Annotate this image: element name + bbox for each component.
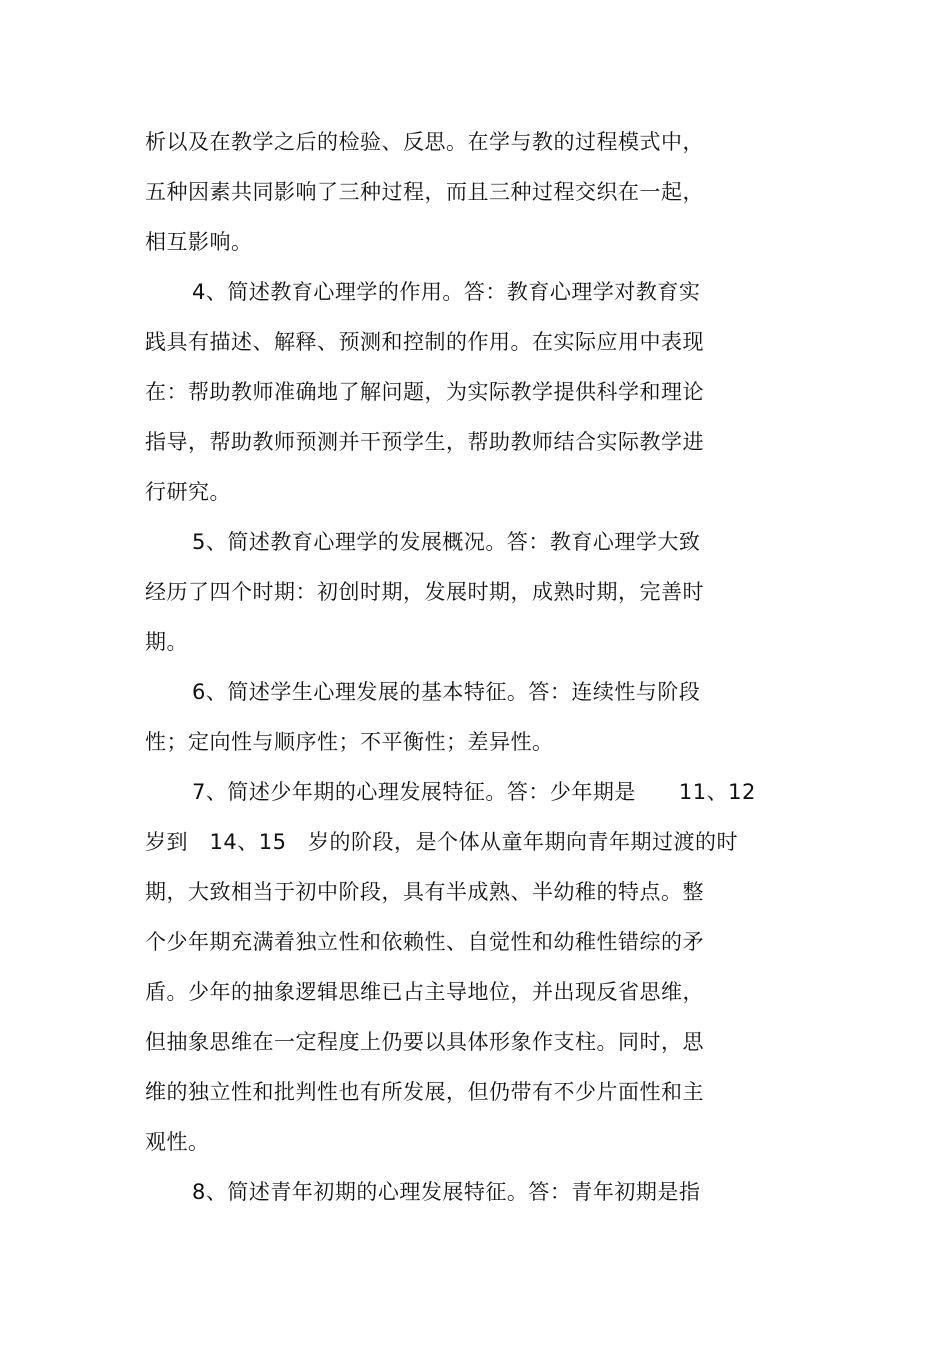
text-line: 指导，帮助教师预测并干预学生，帮助教师结合实际教学进 [145, 430, 704, 454]
question-5-start: 5、简述教育心理学的发展概况。答：教育心理学大致 [192, 530, 701, 554]
text-line: 析以及在教学之后的检验、反思。在学与教的过程模式中， [145, 130, 704, 154]
question-6-start: 6、简述学生心理发展的基本特征。答：连续性与阶段 [192, 680, 701, 704]
text-line: 性；定向性与顺序性；不平衡性；差异性。 [145, 730, 554, 754]
text-line: 五种因素共同影响了三种过程，而且三种过程交织在一起， [145, 180, 704, 204]
text-line: 期。 [145, 630, 188, 654]
text-line: 相互影响。 [145, 230, 253, 254]
text-line: 经历了四个时期：初创时期，发展时期，成熟时期，完善时 [145, 580, 704, 604]
question-4-start: 4、简述教育心理学的作用。答：教育心理学对教育实 [192, 280, 701, 304]
text-line: 观性。 [145, 1130, 210, 1154]
text-line: 行研究。 [145, 480, 231, 504]
text-line: 维的独立性和批判性也有所发展，但仍带有不少片面性和主 [145, 1080, 704, 1104]
question-8-start: 8、简述青年初期的心理发展特征。答：青年初期是指 [192, 1180, 701, 1204]
text-line: 践具有描述、解释、预测和控制的作用。在实际应用中表现 [145, 330, 704, 354]
text-line: 个少年期充满着独立性和依赖性、自觉性和幼稚性错综的矛 [145, 930, 704, 954]
text-line: 但抽象思维在一定程度上仍要以具体形象作支柱。同时，思 [145, 1030, 704, 1054]
text-line: 期，大致相当于初中阶段，具有半成熟、半幼稚的特点。整 [145, 880, 704, 904]
question-7-start: 7、简述少年期的心理发展特征。答：少年期是 11、12 [192, 780, 756, 804]
text-line: 在：帮助教师准确地了解问题，为实际教学提供科学和理论 [145, 380, 704, 404]
text-line: 盾。少年的抽象逻辑思维已占主导地位，并出现反省思维， [145, 980, 704, 1004]
text-line: 岁到 14、15 岁的阶段，是个体从童年期向青年期过渡的时 [145, 830, 738, 854]
